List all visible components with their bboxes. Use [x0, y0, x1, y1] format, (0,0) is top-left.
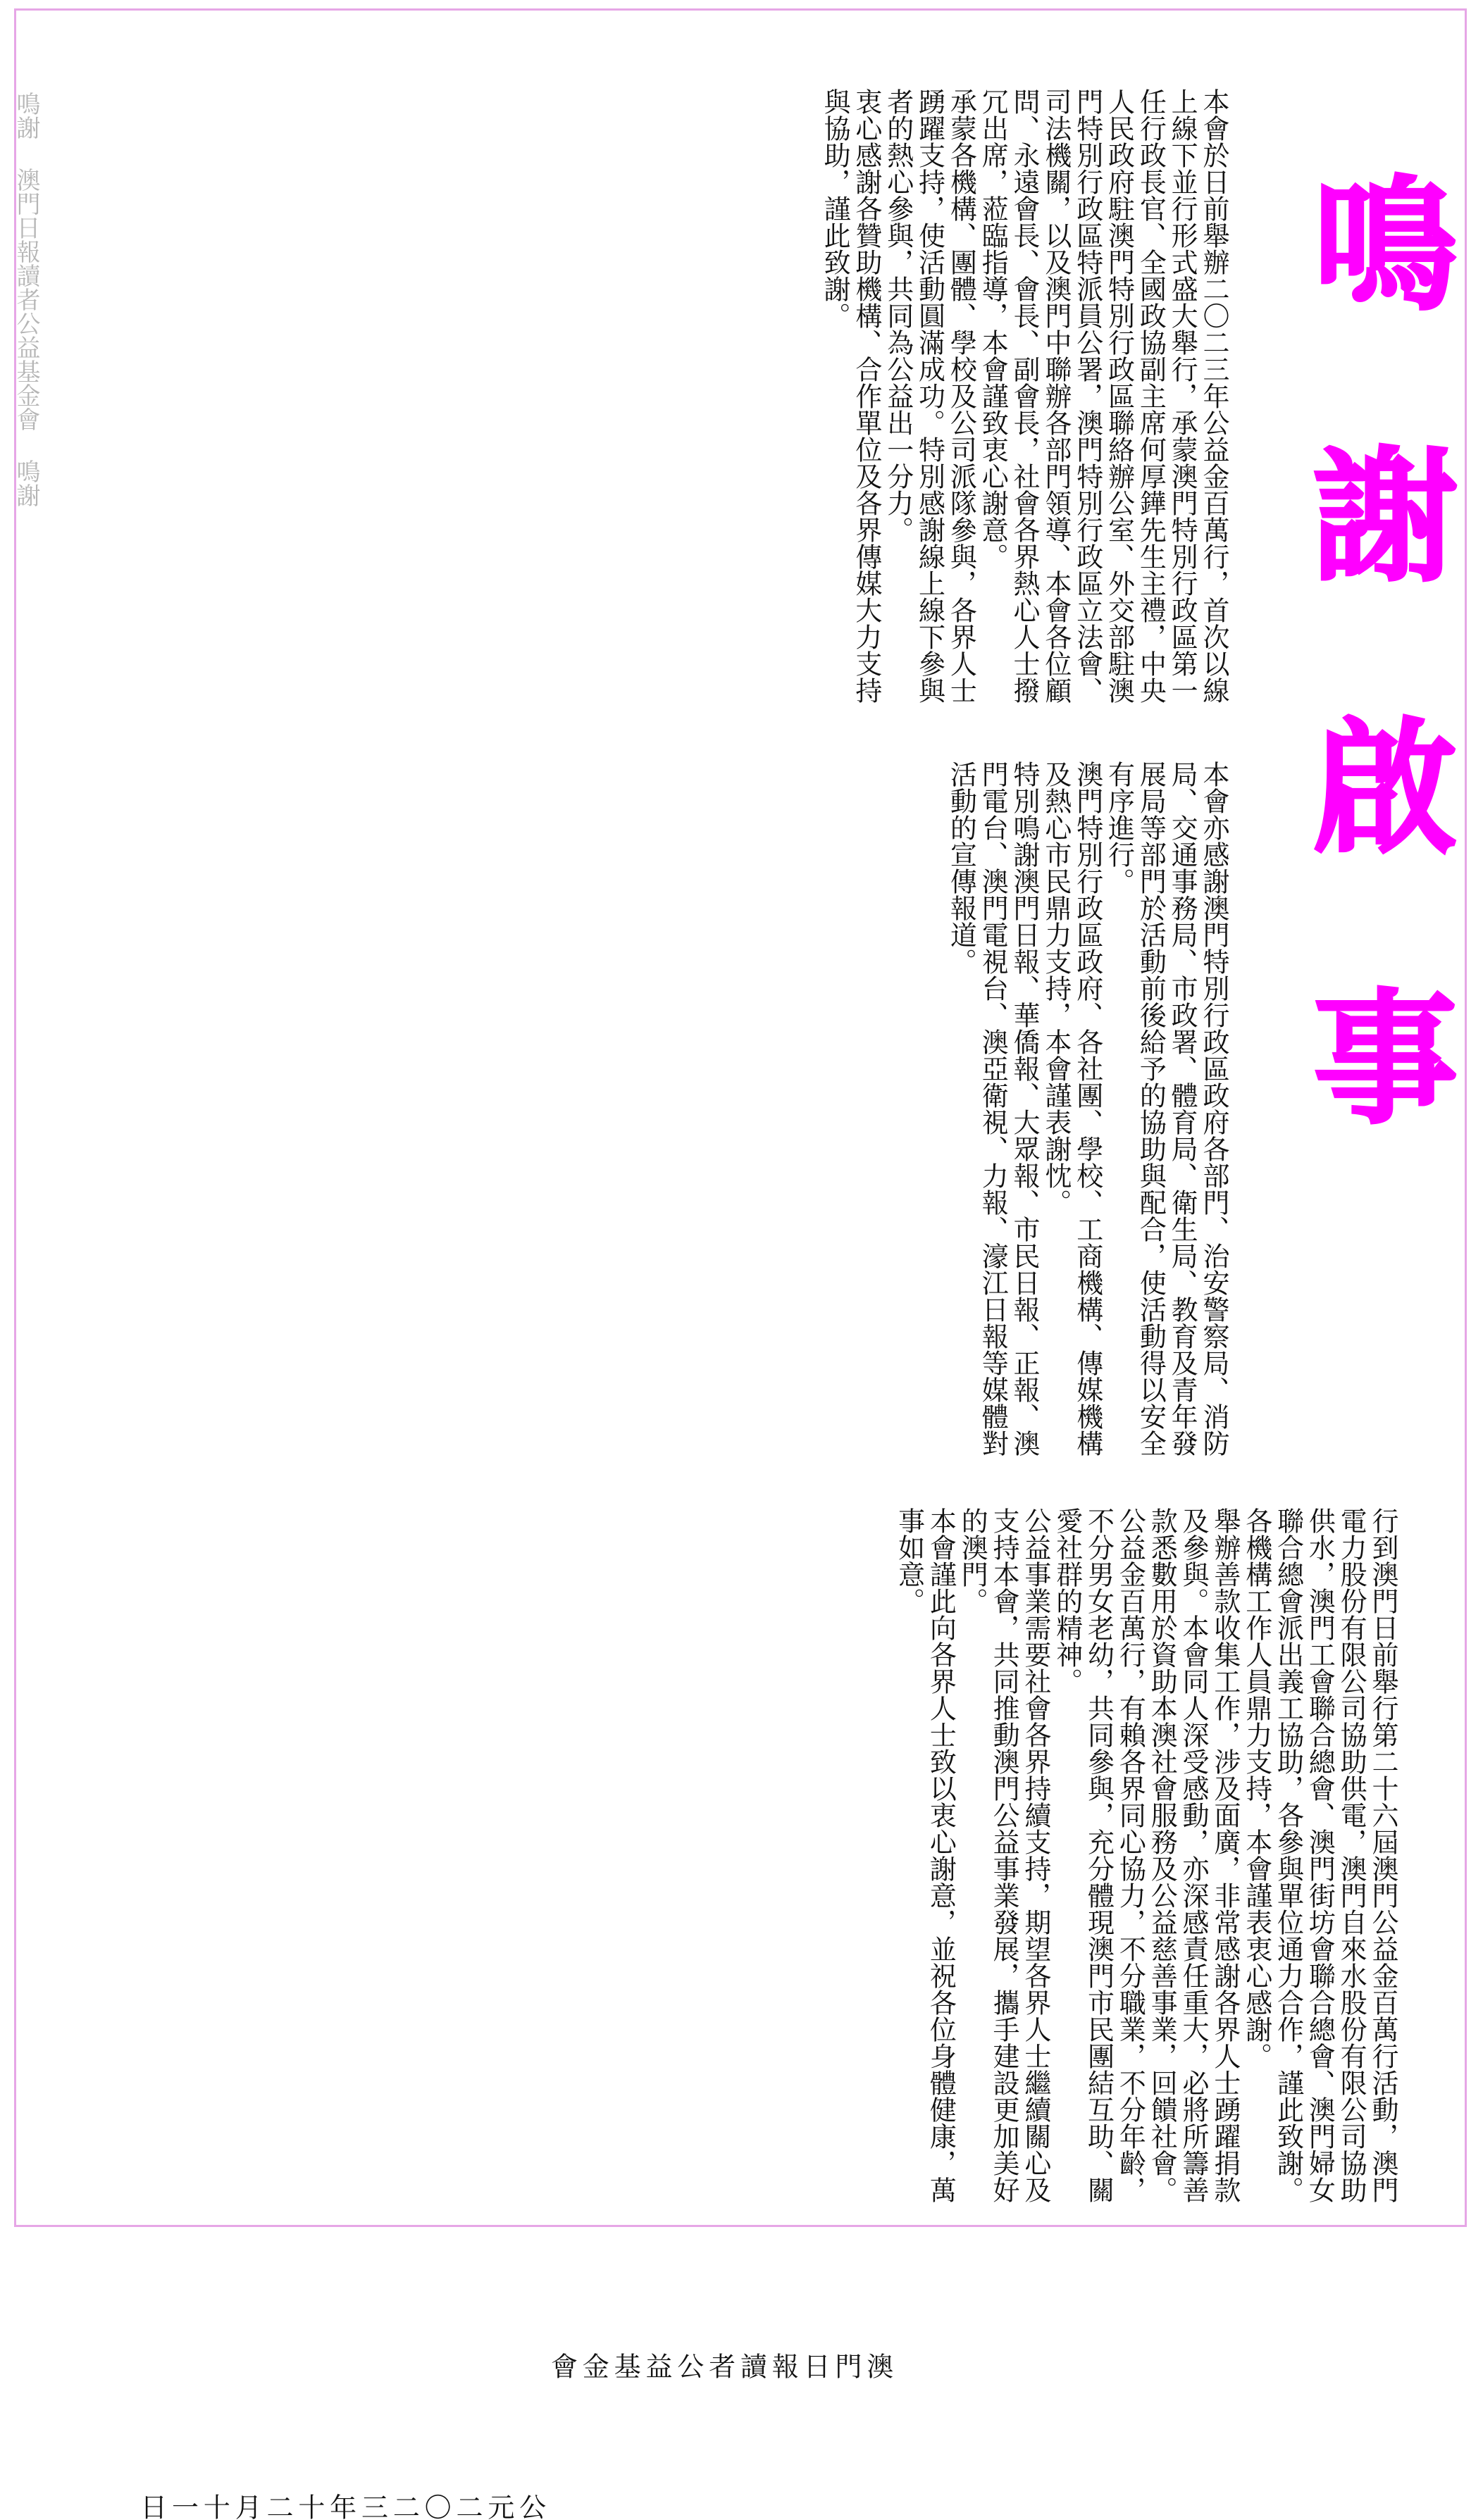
lower-para-6: 本會謹此向各界人士致以衷心謝意，並祝各位身體健康，萬事如意。 — [893, 1507, 957, 2203]
edge-bleed-text: 鳴謝 澳門日報讀者公益基金會 鳴謝 — [12, 92, 40, 507]
upper-block — [53, 88, 1229, 722]
lower-para-5: 公益事業需要社會各界持續支持，期望各界人士繼續關心及支持本會，共同推動澳門公益事業發展，攜手建設更加美好的澳門。 — [957, 1507, 1051, 2203]
mid-para-2: 澳門特別行政區政府、各社團、學校、工商機構、傳媒機構及熱心市民鼎力支持，本會謹表謝忱。 — [1040, 761, 1103, 1457]
upper-para-3: 衷心感謝各贊助機構、合作單位及各界傳媒大力支持與協助，謹此致謝。 — [819, 88, 882, 704]
lower-para-4: 公益金百萬行，有賴各界同心協力，不分職業，不分年齡，不分男女老幼，共同參與，充分體現澳門市民團結互助、關愛社群的精神。 — [1051, 1507, 1146, 2203]
middle-block — [53, 761, 1229, 1472]
upper-para-2: 承蒙各機構、團體、學校及公司派隊參與，各界人士踴躍支持，使活動圓滿成功。特別感謝線上線下參與者的熱心參與，共同為公益出一分力。 — [882, 88, 977, 704]
mid-para-1: 本會亦感謝澳門特別行政區政府各部門、治安警察局、消防局、交通事務局、市政署、體育局、衛生局、教育及青年發展局等部門於活動前後給予的協助與配合，使活動得以安全有序進行。 — [1103, 761, 1229, 1457]
notice-title: 鳴謝啟事 — [1289, 169, 1456, 1254]
mid-para-3: 特別鳴謝澳門日報、華僑報、大眾報、市民日報、正報、澳門電台、澳門電視台、澳亞衛視、力報、濠江日報等媒體對活動的宣傳報道。 — [945, 761, 1041, 1457]
lower-para-2: 各機構工作人員鼎力支持，本會謹表衷心感謝。 — [1241, 1507, 1272, 2069]
lower-para-1: 行到澳門日前舉行第二十六屆澳門公益金百萬行活動，澳門電力股份有限公司協助供電，澳門自來水股份有限公司協助供水，澳門工會聯合總會、澳門街坊會聯合總會、澳門婦女聯合總會派出義工協助，各參與單位通力合作，謹此致謝。 — [1272, 1507, 1398, 2203]
lower-block: 行到澳門日前舉行第二十六屆澳門公益金百萬行活動，澳門電力股份有限公司協助供電，澳門自來水股份有限公司協助供水，澳門工會聯合總會、澳門街坊會聯合總會、澳門婦女聯合總會派出義工協助，各參與單位通力合作，謹此致謝。 各機構工作人員鼎力支持，本會謹表衷心感謝。 舉辦善款收集工作，涉及面廣，非常感謝各界人士踴躍捐款及參與。本會同人深受感動，亦深感責任重大，必將所籌善款悉數用於資助本澳社會服務及公益慈善事業，回饋社會。 公益金百萬行，有賴各界同心協力，不分職業，不分年齡，不分男女老幼，共同參與，充分體現澳門市民團結互助、關愛社群的精神。 公益事業需要社會各界持續支持，期望各界人士繼續關心及支持本會，共同推動澳門公益事業發展，攜手建設更加美好的澳門。 本會謹此向各界人士致以衷心謝意，並祝各位身體健康，萬事如意。 澳門日報讀者公益基金會 公元二〇二三年十二月十一日 — [135, 1507, 1398, 2520]
lower-para-3: 舉辦善款收集工作，涉及面廣，非常感謝各界人士踴躍捐款及參與。本會同人深受感動，亦深感責任重大，必將所籌善款悉數用於資助本澳社會服務及公益慈善事業，回饋社會。 — [1146, 1507, 1241, 2203]
upper-para-1: 本會於日前舉辦二〇二三年公益金百萬行，首次以線上線下並行形式盛大舉行，承蒙澳門特別行政區第一任行政長官、全國政協副主席何厚鏵先生主禮，中央人民政府駐澳門特別行政區聯絡辦公室、外交部駐澳門特別行政區特派員公署，澳門特別行政區立法會、司法機關，以及澳門中聯辦各部門領導、本會各位顧問、永遠會長、會長、副會長，社會各界熱心人士撥冗出席，蒞臨指導，本會謹致衷心謝意。 — [977, 88, 1229, 704]
